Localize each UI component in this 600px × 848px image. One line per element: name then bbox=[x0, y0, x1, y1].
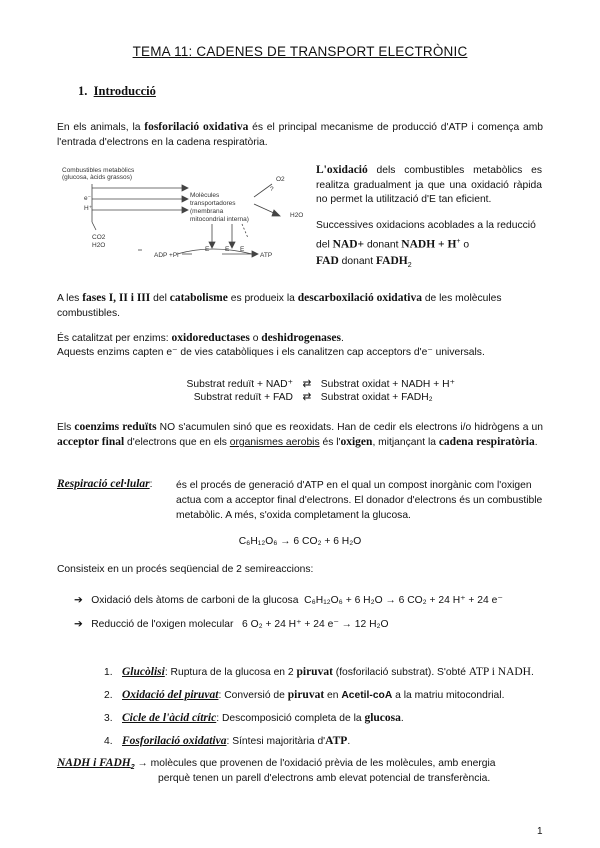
diagram-mol1: Molècules bbox=[190, 192, 220, 199]
diagram-o2: O2 bbox=[276, 176, 285, 183]
arrow-bullet-icon: ➔ bbox=[74, 619, 83, 630]
list-item: 4. Fosforilació oxidativa: Síntesi majoritària d'ATP. bbox=[104, 735, 351, 747]
diagram-h2o-right: H2O bbox=[290, 212, 304, 219]
nadh-definition: NADH i $FADH_2$ → molècules que provenen de l'oxidació prèvia de les molècules, amb energia bbox=[57, 757, 496, 772]
semireaction-reduction: ➔ Reducció de l'oxigen molecular 6 O₂ + 24 H⁺ + 24 e⁻ → 12 H₂O bbox=[74, 619, 389, 630]
list-item: 3. Cicle de l'àcid cítric: Descomposició completa de la glucosa. bbox=[104, 712, 404, 724]
consists-line: Consisteix en un procés seqüencial de 2 semireaccions: bbox=[57, 564, 314, 575]
reactions-block bbox=[160, 378, 540, 404]
diagram-proton: H⁺ bbox=[84, 205, 93, 212]
diagram-e1: E bbox=[205, 246, 210, 253]
diagram-co2: CO2 bbox=[92, 234, 106, 241]
nadh-definition-cont: perquè tenen un parell d'electrons amb elevat potencial de transferència. bbox=[158, 773, 491, 784]
diagram-h2o-left: H2O bbox=[92, 242, 106, 249]
section-label: Introducció bbox=[93, 84, 156, 98]
phases-paragraph: A les fases I, II i III del catabolisme es produeix la descarboxilació oxidativa de les molècules combustibles. bbox=[57, 292, 502, 319]
page-title: TEMA 11: CADENES DE TRANSPORT ELECTRÒNIC bbox=[132, 44, 468, 59]
page-number: 1 bbox=[537, 826, 543, 837]
coenzymes-paragraph: Els coenzims reduïts NO s'acumulen sinó que es reoxidats. Han de cedir els electrons i/o hidrògens a un acceptor final d'electrons que en els organismes aerobis és l'oxigen, mitjançant la cadena respiratòria. bbox=[57, 421, 543, 448]
diagram-e3: E bbox=[240, 246, 245, 253]
diagram-fuel-label: Combustibles metabòlics bbox=[62, 167, 135, 174]
diagram-e2: E bbox=[225, 246, 230, 253]
diagram-electron: e⁻ bbox=[84, 195, 92, 202]
capture-line: Aquests enzims capten e⁻ de vies catabòliques i els canalitzen cap acceptors d'e⁻ universals. bbox=[57, 347, 485, 358]
steps-list bbox=[104, 661, 554, 753]
section-number: 1. bbox=[78, 84, 88, 98]
section-heading bbox=[78, 84, 156, 99]
diagram-mol2: transportadores bbox=[190, 200, 236, 207]
diagram-adp: ADP +Pi bbox=[154, 252, 179, 259]
list-item: 1. Glucòlisi: Ruptura de la glucosa en 2 piruvat (fosforilació substrat). S'obté ATP i NADH. bbox=[104, 666, 534, 678]
reaction-fad: Substrat reduït + FAD ⇄ Substrat oxidat + FADH₂ bbox=[193, 392, 433, 403]
oxidation-paragraph: L'oxidació dels combustibles metabòlics es realitza gradualment ja que una oxidació ràpida no permet la utilització d'E tan eficient. bbox=[316, 164, 542, 205]
glucose-equation: C₆H₁₂O₆ → 6 CO₂ + 6 H₂O bbox=[238, 536, 362, 547]
diagram-atp: ATP bbox=[260, 252, 273, 259]
metabolism-diagram bbox=[62, 162, 312, 270]
successive-paragraph: Successives oxidacions acoblades a la reducció del NAD+ donant NADH + H+ o FAD donant $FADH_2$ bbox=[316, 220, 536, 270]
diagram-fuel-sub: (glucosa, àcids grassos) bbox=[62, 174, 133, 181]
list-item: 2. Oxidació del piruvat: Conversió de piruvat en Acetil-coA a la matriu mitocondrial. bbox=[104, 689, 505, 701]
diagram-mol4: mitocondrial interna) bbox=[190, 216, 249, 223]
catalyzed-line: És catalitzat per enzims: oxidoreductases o deshidrogenases. bbox=[57, 332, 344, 344]
intro-paragraph: En els animals, la fosforilació oxidativa és el principal mecanisme de producció d'ATP i comença amb l'entrada d'electrons en la cadena respiratòria. bbox=[57, 121, 543, 148]
diagram-mol3: (membrana bbox=[190, 208, 224, 215]
respiration-definition: és el procés de generació d'ATP en el qual un compost inorgànic com l'oxigen actua com a acceptor final d'electrons. El donador d'electrons és un combustible metabòlic. A més, s'oxida completament la glucosa. bbox=[176, 480, 543, 521]
semireaction-oxidation: ➔ Oxidació dels àtoms de carboni de la glucosa C₆H₁₂O₆ + 6 H₂O → 6 CO₂ + 24 H⁺ + 24 e⁻ bbox=[74, 595, 503, 606]
diagram-question: ? bbox=[270, 186, 274, 193]
arrow-bullet-icon: ➔ bbox=[74, 595, 83, 606]
respiration-label: Respiració cel·lular: bbox=[57, 478, 153, 490]
reaction-nad: Substrat reduït + NAD⁺ ⇄ Substrat oxidat + NADH + H⁺ bbox=[186, 379, 455, 390]
